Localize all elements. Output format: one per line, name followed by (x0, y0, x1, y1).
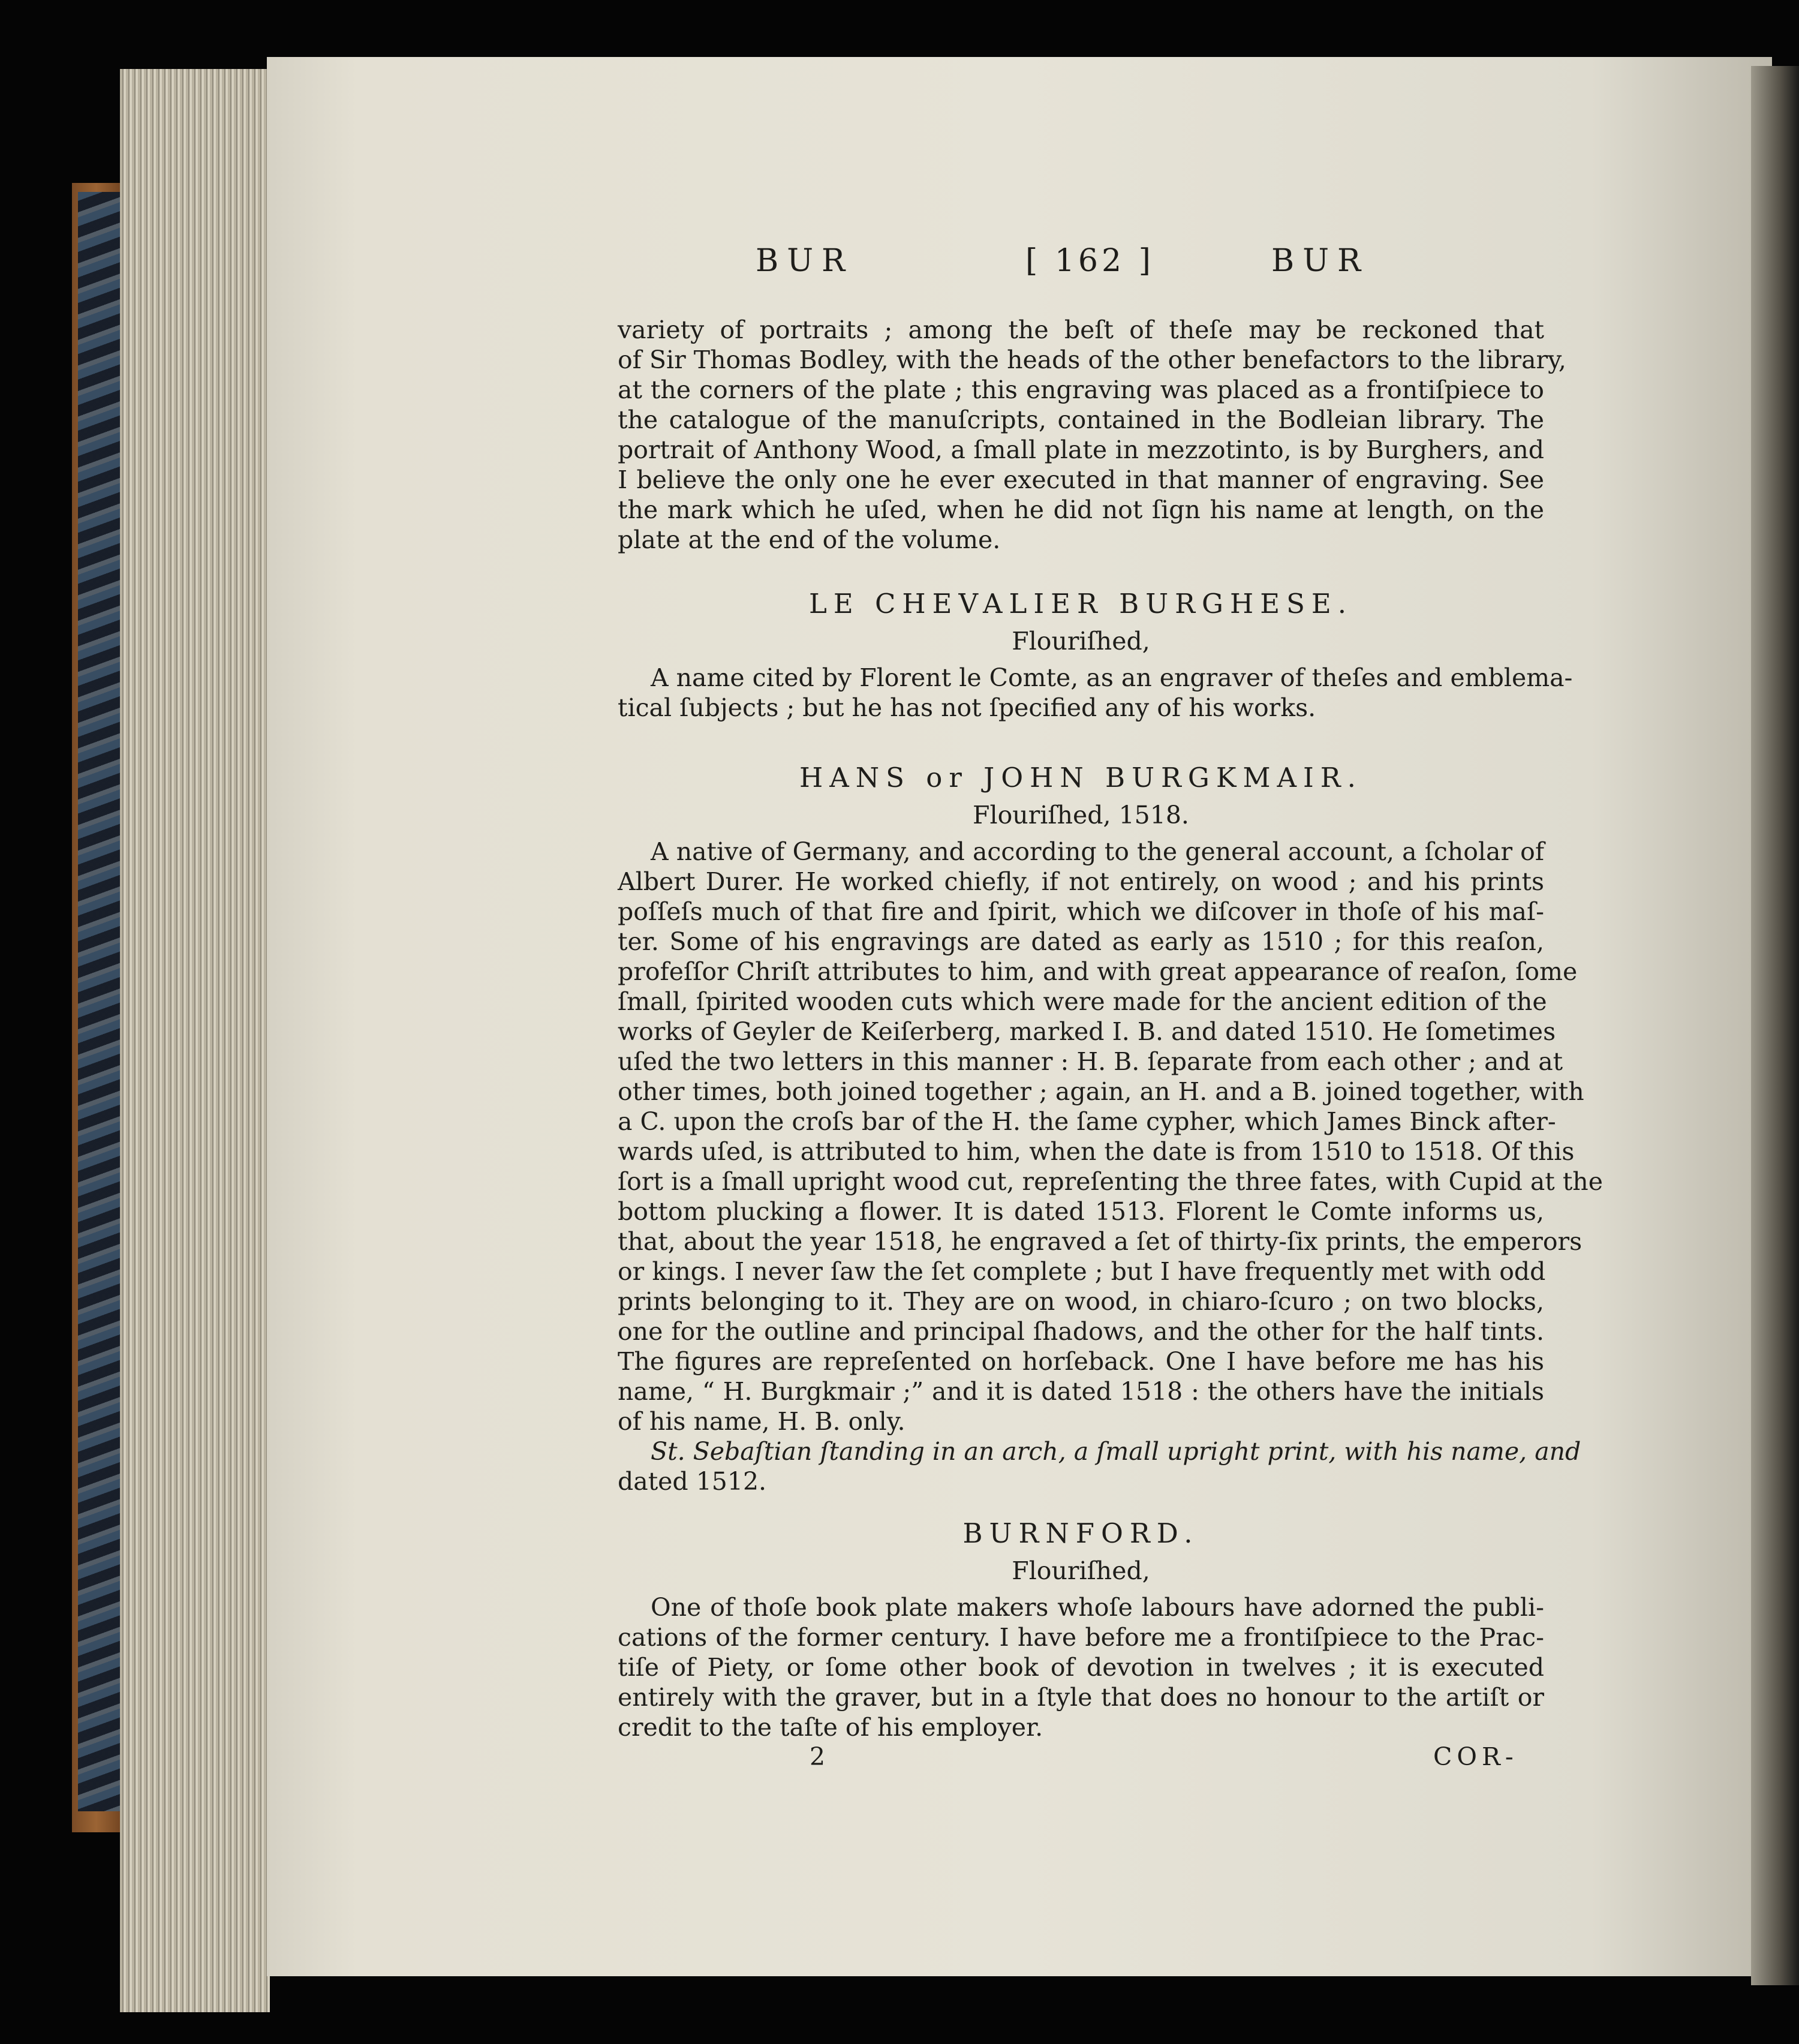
section-title: BURNFORD. (962, 1517, 1199, 1549)
section-title: LE CHEVALIER BURGHESE. (808, 588, 1353, 620)
text-line: One of thoſe book plate makers whoſe labours have adorned the publi- (651, 1593, 1544, 1622)
text-line: or kings. I never ſaw the ſet complete ; but I have frequently met with odd (618, 1257, 1546, 1286)
text-line: other times, both joined together ; again, an H. and a B. joined together, with (618, 1077, 1584, 1106)
text-line: entirely with the graver, but in a ſtyle that does no honour to the artiſt or (618, 1683, 1544, 1712)
text-line: variety of portraits ; among the beſt of theſe may be reckoned that (618, 315, 1544, 344)
text-line: that, about the year 1518, he engraved a ſet of thirty-ſix prints, the emperors (618, 1227, 1583, 1256)
marbled-board (78, 192, 120, 1811)
text-line: portrait of Anthony Wood, a ſmall plate in mezzotinto, is by Burghers, and (618, 435, 1544, 464)
text-line: name, “ H. Burgkmair ;” and it is dated 1518 : the others have the initials (618, 1377, 1544, 1406)
catchword: COR- (1433, 1742, 1518, 1771)
text-line: ſmall, ſpirited wooden cuts which were made for the ancient edition of the (618, 987, 1547, 1016)
text-line: of Sir Thomas Bodley, with the heads of the other benefactors to the library, (618, 345, 1566, 374)
page-number: [ 162 ] (1025, 243, 1154, 279)
text-line: the catalogue of the manuſcripts, contained in the Bodleian library. The (618, 405, 1544, 434)
page-edges (120, 69, 270, 2012)
text-line: cations of the former century. I have before me a frontiſpiece to the Prac- (618, 1623, 1544, 1652)
text-line: St. Sebaſtian ſtanding in an arch, a ſmall upright print, with his name, and (651, 1437, 1581, 1466)
signature-mark: 2 (810, 1742, 826, 1771)
text-line: A name cited by Florent le Comte, as an engraver of theſes and emblema- (651, 663, 1573, 692)
section-subtitle: Flouriſhed, (1012, 1556, 1150, 1585)
section-subtitle: Flouriſhed, 1518. (973, 801, 1189, 829)
text-line: plate at the end of the volume. (618, 525, 1001, 554)
text-line: I believe the only one he ever executed in that manner of engraving. See (618, 465, 1544, 494)
text-line: a C. upon the croſs bar of the H. the ſame cypher, which James Binck after- (618, 1107, 1556, 1136)
section-subtitle: Flouriſhed, (1012, 627, 1150, 656)
text-line: poſſeſs much of that fire and ſpirit, which we diſcover in thoſe of his maſ- (618, 897, 1544, 926)
text-line: Albert Durer. He worked chiefly, if not entirely, on wood ; and his prints (618, 867, 1544, 896)
header-right: BUR (1271, 243, 1370, 279)
text-line: wards uſed, is attributed to him, when the date is from 1510 to 1518. Of this (618, 1137, 1575, 1166)
text-line: bottom plucking a flower. It is dated 1513. Florent le Comte informs us, (618, 1197, 1544, 1226)
text-line: ter. Some of his engravings are dated as early as 1510 ; for this reaſon, (618, 927, 1544, 956)
text-line: at the corners of the plate ; this engraving was placed as a frontiſpiece to (618, 375, 1544, 404)
header-left: BUR (756, 243, 854, 279)
text-line: tiſe of Piety, or ſome other book of devotion in twelves ; it is executed (618, 1653, 1544, 1682)
section-title: HANS or JOHN BURGKMAIR. (799, 762, 1362, 793)
text-line: tical ſubjects ; but he has not ſpecified any of his works. (618, 693, 1316, 722)
text-line: profeſſor Chriſt attributes to him, and with great appearance of reaſon, ſome (618, 957, 1578, 986)
book-gutter (1751, 66, 1799, 1985)
text-line: A native of Germany, and according to the general account, a ſcholar of (651, 837, 1544, 866)
text-line: works of Geyler de Keiſerberg, marked I. B. and dated 1510. He ſometimes (618, 1017, 1556, 1046)
text-line: one for the outline and principal ſhadows, and the other for the half tints. (618, 1317, 1544, 1346)
text-line: uſed the two letters in this manner : H. B. ſeparate from each other ; and at (618, 1047, 1563, 1076)
text-line: credit to the taſte of his employer. (618, 1713, 1043, 1742)
page-text (618, 243, 1603, 1772)
text-line: ſort is a ſmall upright wood cut, repreſenting the three fates, with Cupid at the (618, 1167, 1603, 1196)
text-line: The figures are repreſented on horſeback. One I have before me has his (618, 1347, 1544, 1376)
text-line: the mark which he uſed, when he did not ſign his name at length, on the (618, 495, 1544, 524)
text-line: dated 1512. (618, 1467, 767, 1496)
running-header (618, 243, 1544, 285)
text-line: of his name, H. B. only. (618, 1407, 905, 1436)
text-line: prints belonging to it. They are on wood, in chiaro-ſcuro ; on two blocks, (618, 1287, 1544, 1316)
